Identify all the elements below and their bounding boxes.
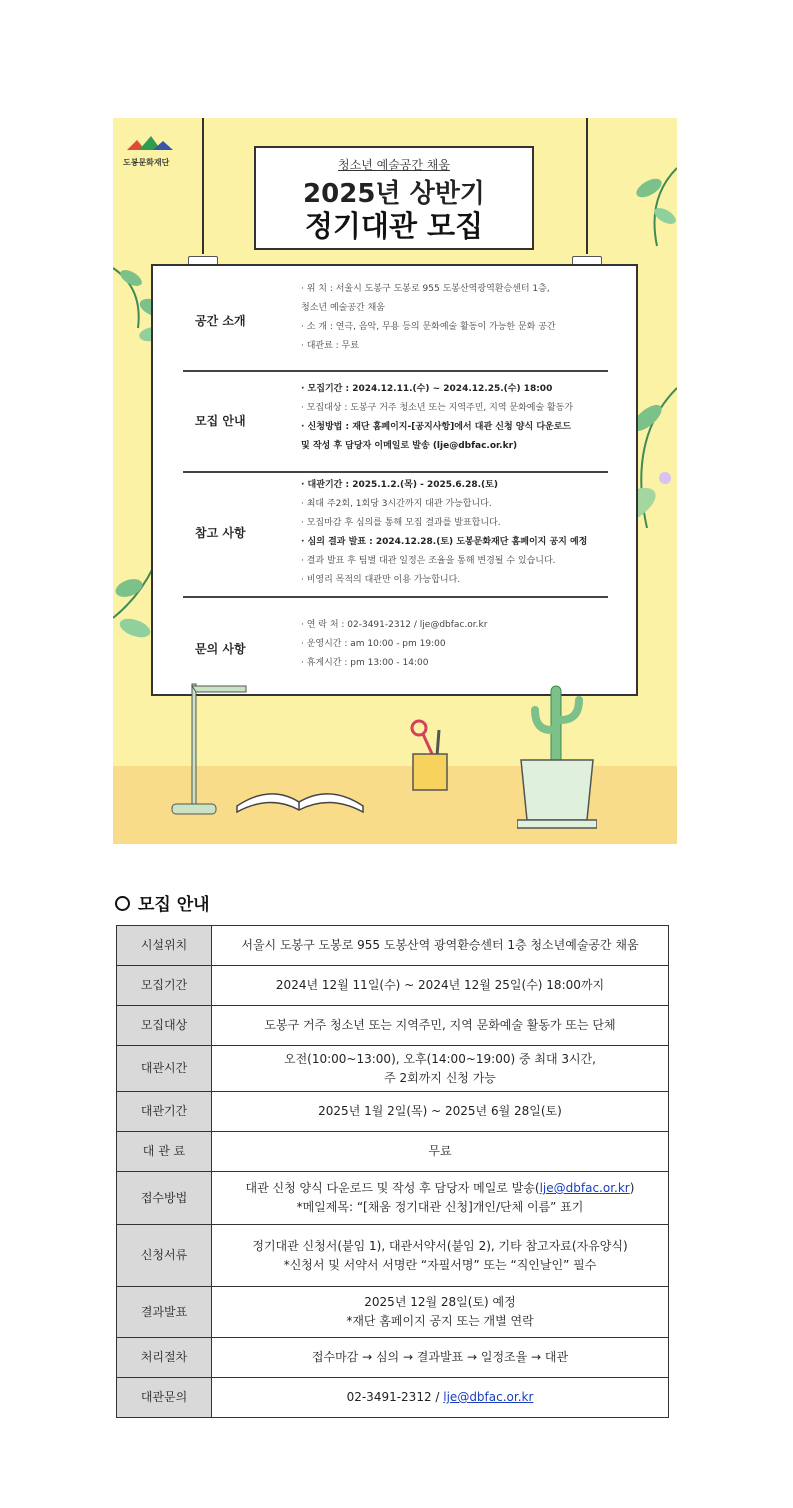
email-link[interactable]: lje@dbfac.or.kr xyxy=(539,1181,630,1195)
info-table xyxy=(116,925,669,1418)
row-line xyxy=(218,1179,662,1198)
row-key: 시설위치 xyxy=(117,926,212,966)
row-value xyxy=(212,1132,669,1172)
section-heading xyxy=(115,890,210,915)
row-value xyxy=(212,1046,669,1092)
row-key: 처리절차 xyxy=(117,1338,212,1378)
row-value xyxy=(212,966,669,1006)
row-value xyxy=(212,1006,669,1046)
section-divider xyxy=(183,596,608,598)
row-line-suffix: ) xyxy=(629,1181,635,1195)
section-line: · 연 락 처 : 02-3491-2312 / lje@dbfac.or.kr xyxy=(301,620,488,630)
row-value xyxy=(212,1378,669,1418)
row-line-text: 02-3491-2312 / xyxy=(346,1390,444,1404)
table-row xyxy=(117,1378,669,1418)
row-line: 접수마감 → 심의 → 결과발표 → 일정조율 → 대관 xyxy=(311,1350,569,1364)
section-line: · 운영시간 : am 10:00 - pm 19:00 xyxy=(301,639,446,649)
open-book-icon xyxy=(235,776,365,826)
section-line: · 비영리 목적의 대관만 이용 가능합니다. xyxy=(301,575,461,585)
info-board xyxy=(151,264,638,696)
section-line: · 휴게시간 : pm 13:00 - 14:00 xyxy=(301,658,429,668)
row-line: 서울시 도봉구 도봉로 955 도봉산역 광역환승센터 1층 청소년예술공간 채움 xyxy=(241,938,639,952)
section-line: 및 작성 후 담당자 이메일로 발송 (lje@dbfac.or.kr) xyxy=(301,441,518,451)
row-value xyxy=(212,1338,669,1378)
row-line: *재단 홈페이지 공지 또는 개별 연락 xyxy=(346,1314,534,1328)
section-title: 모집 안내 xyxy=(195,414,246,428)
section-contact xyxy=(183,616,608,686)
table-row xyxy=(117,1172,669,1225)
logo-mountain-icon xyxy=(123,130,183,156)
circle-bullet-icon xyxy=(115,896,130,911)
logo-text: 도봉문화재단 xyxy=(123,158,170,167)
section-lines xyxy=(301,616,487,673)
row-key: 신청서류 xyxy=(117,1225,212,1287)
table-row xyxy=(117,1092,669,1132)
row-key: 모집기간 xyxy=(117,966,212,1006)
section-lines xyxy=(301,280,556,356)
section-divider xyxy=(183,370,608,372)
email-link[interactable]: lje@dbfac.or.kr xyxy=(443,1390,534,1404)
section-notes xyxy=(183,474,608,594)
leaf-right-top-icon xyxy=(617,158,677,248)
section-space-intro xyxy=(183,276,608,366)
row-line: 2024년 12월 11일(수) ~ 2024년 12월 25일(수) 18:00까지 xyxy=(275,978,605,992)
pencil-cup-icon xyxy=(407,714,457,794)
section-line: · 모집기간 : 2024.12.11.(수) ~ 2024.12.25.(수) 18:00 xyxy=(301,384,553,394)
title-subtitle: 청소년 예술공간 채움 xyxy=(338,158,450,172)
heading-text: 모집 안내 xyxy=(138,895,210,915)
row-key: 모집대상 xyxy=(117,1006,212,1046)
section-title: 문의 사항 xyxy=(195,642,246,656)
row-key: 결과발표 xyxy=(117,1287,212,1338)
section-line: · 최대 주2회, 1회당 3시간까지 대관 가능합니다. xyxy=(301,499,492,509)
row-line: 정기대관 신청서(붙임 1), 대관서약서(붙임 2), 기타 참고자료(자유양식) xyxy=(252,1238,628,1253)
row-line: 도봉구 거주 청소년 또는 지역주민, 지역 문화예술 활동가 또는 단체 xyxy=(264,1018,616,1032)
table-row xyxy=(117,1287,669,1338)
title-box xyxy=(254,146,534,250)
row-value xyxy=(212,1172,669,1225)
section-divider xyxy=(183,471,608,473)
table-row xyxy=(117,1132,669,1172)
title-line-1: 2025년 상반기 xyxy=(303,179,485,209)
row-line: 무료 xyxy=(428,1144,452,1158)
section-line: · 결과 발표 후 팀별 대관 일정은 조율을 통해 변경될 수 있습니다. xyxy=(301,556,556,566)
row-line-text: 대관 신청 양식 다운로드 및 작성 후 담당자 메일로 발송( xyxy=(245,1181,540,1195)
section-line: · 신청방법 : 재단 홈페이지-[공지사항]에서 대관 신청 양식 다운로드 xyxy=(301,422,572,432)
title-line-2: 정기대관 모집 xyxy=(304,209,484,243)
row-value xyxy=(212,1287,669,1338)
cactus-plant-icon xyxy=(517,680,597,830)
section-line: · 대관기간 : 2025.1.2.(목) - 2025.6.28.(토) xyxy=(301,480,498,490)
section-line: · 모집마감 후 심의를 통해 모집 결과를 발표합니다. xyxy=(301,518,501,528)
section-title: 공간 소개 xyxy=(195,314,246,328)
section-title: 참고 사항 xyxy=(195,526,246,540)
row-key: 대관기간 xyxy=(117,1092,212,1132)
row-value xyxy=(212,1225,669,1287)
section-line: · 대관료 : 무료 xyxy=(301,341,359,351)
row-value xyxy=(212,1092,669,1132)
section-recruit xyxy=(183,376,608,466)
section-line: · 위 치 : 서울시 도봉구 도봉로 955 도봉산역광역환승센터 1층, xyxy=(301,284,550,294)
foundation-logo xyxy=(123,130,183,170)
row-key: 대 관 료 xyxy=(117,1132,212,1172)
section-lines xyxy=(301,476,587,590)
row-line xyxy=(218,1388,662,1407)
row-key: 대관문의 xyxy=(117,1378,212,1418)
section-line: · 모집대상 : 도봉구 거주 청소년 또는 지역주민, 지역 문화예술 활동가 xyxy=(301,403,574,413)
row-line: *신청서 및 서약서 서명란 “자필서명” 또는 “직인날인” 필수 xyxy=(283,1257,597,1272)
row-line: 2025년 1월 2일(목) ~ 2025년 6월 28일(토) xyxy=(318,1104,562,1118)
row-key: 접수방법 xyxy=(117,1172,212,1225)
table-row xyxy=(117,1338,669,1378)
table-row xyxy=(117,1046,669,1092)
section-lines xyxy=(301,380,573,456)
row-value xyxy=(212,926,669,966)
table-row xyxy=(117,1225,669,1287)
table-row xyxy=(117,966,669,1006)
row-line: 주 2회까지 신청 가능 xyxy=(384,1070,496,1085)
section-line: · 심의 결과 발표 : 2024.12.28.(토) 도봉문화재단 홈페이지 공지 예정 xyxy=(301,537,588,547)
row-line: 오전(10:00~13:00), 오후(14:00~19:00) 중 최대 3시간, xyxy=(283,1051,596,1066)
section-line: · 소 개 : 연극, 음악, 무용 등의 문화예술 활동이 가능한 문화 공간 xyxy=(301,322,556,332)
row-key: 대관시간 xyxy=(117,1046,212,1092)
poster-image xyxy=(113,118,677,844)
row-line: *메일제목: “[채움 정기대관 신청]개인/단체 이름” 표기 xyxy=(296,1200,584,1214)
hanging-wire-left xyxy=(202,118,204,254)
hanging-wire-right xyxy=(586,118,588,254)
table-row xyxy=(117,1006,669,1046)
section-line: 청소년 예술공간 채움 xyxy=(301,303,385,313)
row-line: 2025년 12월 28일(토) 예정 xyxy=(364,1295,516,1309)
table-row xyxy=(117,926,669,966)
